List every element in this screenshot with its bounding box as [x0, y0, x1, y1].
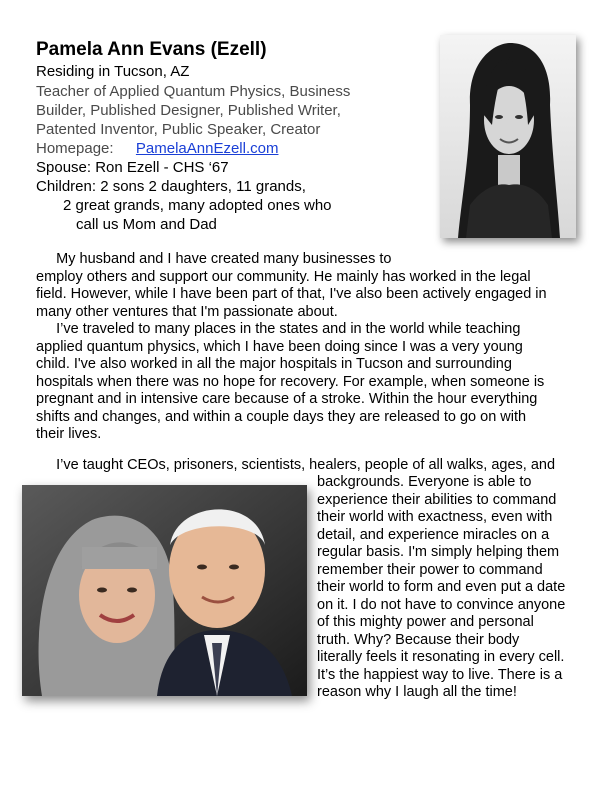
paragraph-3-right-column: [317, 474, 565, 702]
paragraph-2: [36, 321, 576, 444]
p1-line: My husband and I have created many businesses to: [36, 251, 392, 267]
p2-line: their lives.: [36, 426, 102, 442]
p3-line: of this mighty power and personal: [317, 614, 534, 630]
portrait-illustration: [440, 35, 576, 238]
children-line-3: call us Mom and Dad: [76, 216, 217, 233]
homepage-link[interactable]: PamelaAnnEzell.com: [135, 140, 279, 157]
couple-illustration: [22, 485, 307, 696]
p1-line: many other ventures that I'm passionate about.: [36, 303, 338, 320]
p3-line: backgrounds. Everyone is able to: [317, 474, 532, 490]
children-line-1: Children: 2 sons 2 daughters, 11 grands,: [36, 178, 306, 195]
p1-line: field. However, while I have been part of that, I've also been actively engaged in: [36, 286, 547, 302]
p3-line: reason why I laugh all the time!: [317, 684, 517, 700]
p3-line: their world with exactness, even with: [317, 509, 553, 525]
homepage-label: Homepage:: [36, 140, 114, 157]
p2-line: hospitals when there was no hope for recovery. For example, when someone is: [36, 373, 545, 390]
p3-line: remember their power to command: [317, 561, 543, 578]
p2-line: I’ve traveled to many places in the states and in the world while teaching: [36, 321, 521, 337]
p2-line: pregnant and in intensive care because of a stroke. Within the hour everything: [36, 391, 538, 407]
p3-line: It’s the happiest way to live. There is a: [317, 666, 563, 683]
p3-line: detail, and experience miracles on a: [317, 526, 550, 543]
roles-line-2: Builder, Published Designer, Published Writer,: [36, 102, 341, 119]
p2-line: child. I've also worked in all the major hospitals in Tucson and surrounding: [36, 356, 512, 372]
portrait-photo: [440, 35, 576, 238]
spouse: Spouse: Ron Ezell - CHS ‘67: [36, 159, 229, 176]
p3-line: experience their abilities to command: [317, 491, 557, 508]
p3-line: I’ve taught CEOs, prisoners, scientists, healers, people of all walks, ages, and: [36, 457, 556, 473]
p3-line: regular basis. I'm simply helping them: [317, 544, 560, 560]
children-line-2: 2 great grands, many adopted ones who: [63, 197, 332, 214]
p3-line: their world to form and even put a date: [317, 579, 566, 595]
roles-line-1: Teacher of Applied Quantum Physics, Business: [36, 83, 351, 100]
p1-line: employ others and support our community. He mainly has worked in the legal: [36, 268, 531, 285]
residence: Residing in Tucson, AZ: [36, 63, 190, 80]
couple-photo: [22, 485, 307, 696]
p2-line: shifts and changes, and within a couple days they are released to go on with: [36, 408, 527, 425]
p3-line: literally feels it resonating in every cell.: [317, 649, 565, 665]
paragraph-3-first-line: [36, 457, 576, 475]
homepage: [36, 139, 278, 159]
p2-line: applied quantum physics, which I have been doing since I was a very young: [36, 338, 523, 355]
p3-line: truth. Why? Because their body: [317, 631, 520, 648]
paragraph-1: [36, 251, 576, 321]
p3-line: on it. I do not have to convince anyone: [317, 596, 566, 613]
roles-line-3: Patented Inventor, Public Speaker, Creator: [36, 121, 321, 138]
profile-name: Pamela Ann Evans (Ezell): [36, 39, 267, 60]
